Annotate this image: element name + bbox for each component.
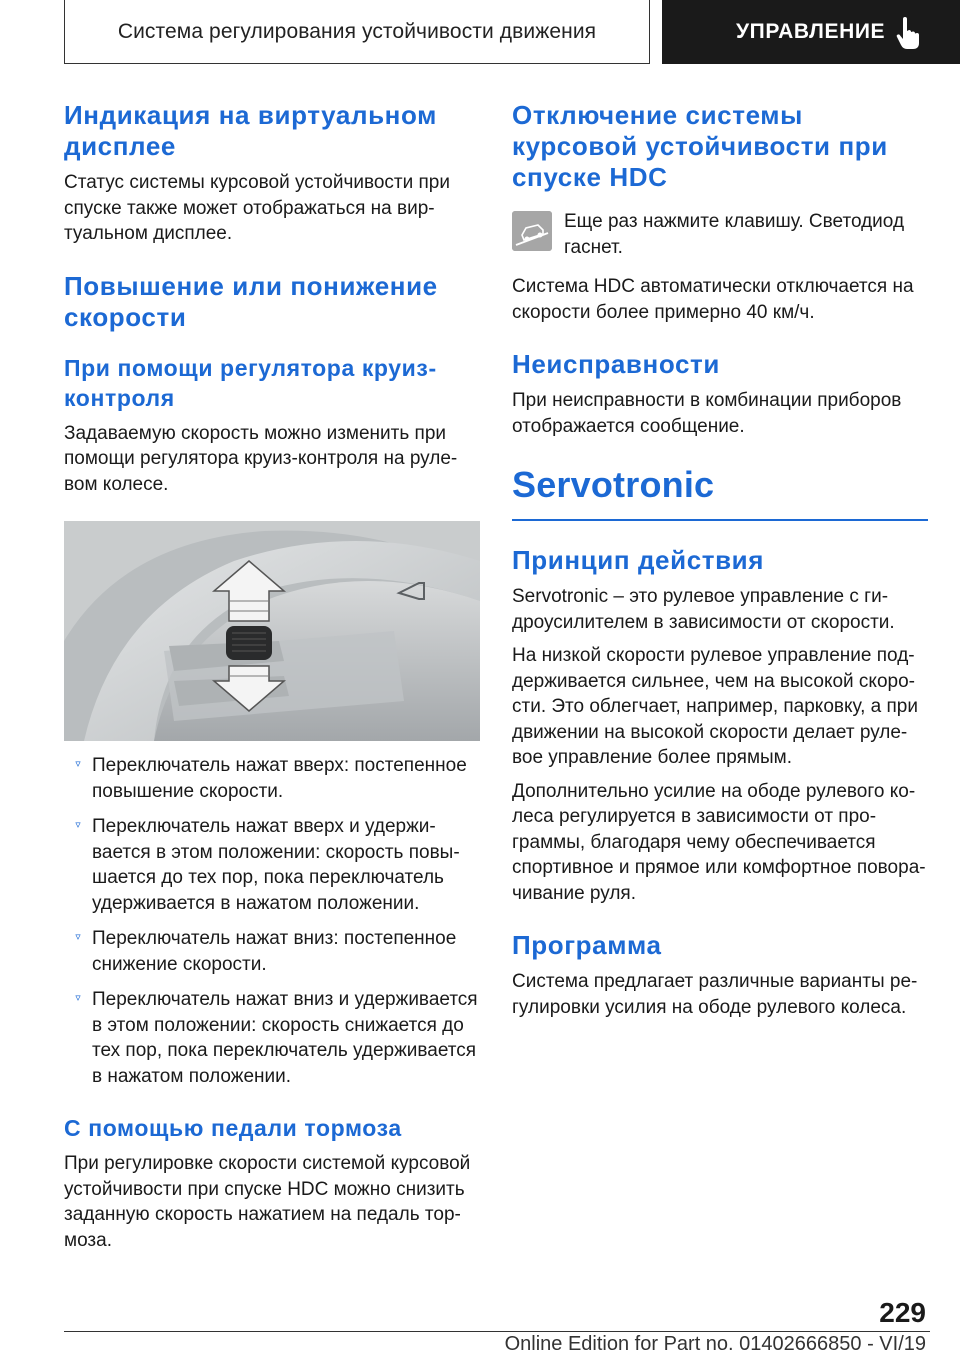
triangle-bullet-icon xyxy=(64,926,92,940)
heading-program: Программа xyxy=(512,930,662,960)
triangle-bullet-icon xyxy=(64,814,92,828)
paragraph-hdc-auto: Система HDC автоматически отключается на скорости более примерно 40 км/ч. xyxy=(512,276,914,323)
list-item xyxy=(64,926,482,977)
paragraph-servotronic-definition: Servotronic – это рулевое управление с ги-дроусилителем в зависимости от скорости. xyxy=(512,586,895,633)
list-item-text: Переключатель нажат вниз и удерживается в этом положении: скорость снижается до тех пор, пока переключатель удерживается в нажатом положении. xyxy=(92,989,478,1087)
heading-principle: Принцип действия xyxy=(512,545,765,575)
section-tab-label: УПРАВЛЕНИЕ xyxy=(736,20,886,43)
list-item xyxy=(64,753,482,804)
hand-pointer-icon xyxy=(895,17,921,51)
bullet-list xyxy=(64,753,482,1089)
hdc-instruction xyxy=(512,209,930,260)
hill-descent-control-icon xyxy=(512,211,552,251)
list-item-text: Переключатель нажат вверх и удержи-вается в этом положении: скорость повы-шается до тех пор, пока переключатель удерживается в нажатом положении. xyxy=(92,816,460,914)
page-number: 229 xyxy=(879,1297,926,1328)
cruise-switch xyxy=(226,626,272,660)
footer-divider xyxy=(64,1331,930,1332)
heading-underline xyxy=(512,519,928,521)
paragraph-cruise-control: Задаваемую скорость можно изменить при помощи регулятора круиз-контроля на руле-вом колесе. xyxy=(64,422,458,495)
heading-servotronic: Servotronic xyxy=(512,464,715,505)
heading-hdc-off: Отключение системы курсовой устойчивости при спуске HDC xyxy=(512,100,888,192)
paragraph-virtual-display: Статус системы курсовой устойчивости при спуске также может отображаться на вир-туальном дисплее. xyxy=(64,172,450,244)
triangle-bullet-icon xyxy=(64,753,92,767)
steering-wheel-illustration xyxy=(64,521,480,741)
paragraph-low-speed: На низкой скорости рулевое управление под-держивается сильнее, чем на высокой скоро-сти. Это облегчает, например, парковку, а при движении на высокой скорости делает руле-вое управление более прямым. xyxy=(512,645,918,768)
list-item xyxy=(64,987,482,1089)
list-item-text: Переключатель нажат вниз: постепенное снижение скорости. xyxy=(92,928,457,975)
paragraph-program-adjust: Дополнительно усилие на ободе рулевого ко-леса регулируется в зависимости от про-граммы, благодаря чему обеспечивается спортивное и прямое или комфортное повора-чивание руля. xyxy=(512,780,926,904)
triangle-bullet-icon xyxy=(64,987,92,1001)
heading-virtual-display: Индикация на виртуальном дисплее xyxy=(64,100,437,161)
running-header xyxy=(64,0,650,64)
list-item xyxy=(64,814,482,916)
list-item-text: Переключатель нажат вверх: постепенное повышение скорости. xyxy=(92,755,467,802)
paragraph-malfunctions: При неисправности в комбинации приборов отображается сообщение. xyxy=(512,390,902,437)
paragraph-brake-pedal: При регулировке скорости системой курсовой устойчивости при спуске HDC можно снизить заданную скорость нажатием на педаль тор-моза. xyxy=(64,1153,471,1251)
heading-malfunctions: Неисправности xyxy=(512,349,720,379)
heading-speed-change: Повышение или понижение скорости xyxy=(64,270,438,332)
paragraph-program: Система предлагает различные варианты ре-гулировки усилия на ободе рулевого колеса. xyxy=(512,971,918,1018)
paragraph-hdc-off: Еще раз нажмите клавишу. Светодиод гаснет. xyxy=(564,211,905,258)
heading-cruise-control: При помощи регулятора круиз-контроля xyxy=(64,354,437,411)
footer-edition: Online Edition for Part no. 01402666850 - VI/19 xyxy=(504,1333,926,1355)
heading-brake-pedal: С помощью педали тормоза xyxy=(64,1115,402,1141)
section-tab[interactable] xyxy=(662,0,960,64)
left-column xyxy=(64,100,482,1253)
steering-wheel-control-image xyxy=(64,521,480,741)
running-header-title: Система регулирования устойчивости движения xyxy=(117,19,597,43)
right-column xyxy=(512,100,930,1020)
